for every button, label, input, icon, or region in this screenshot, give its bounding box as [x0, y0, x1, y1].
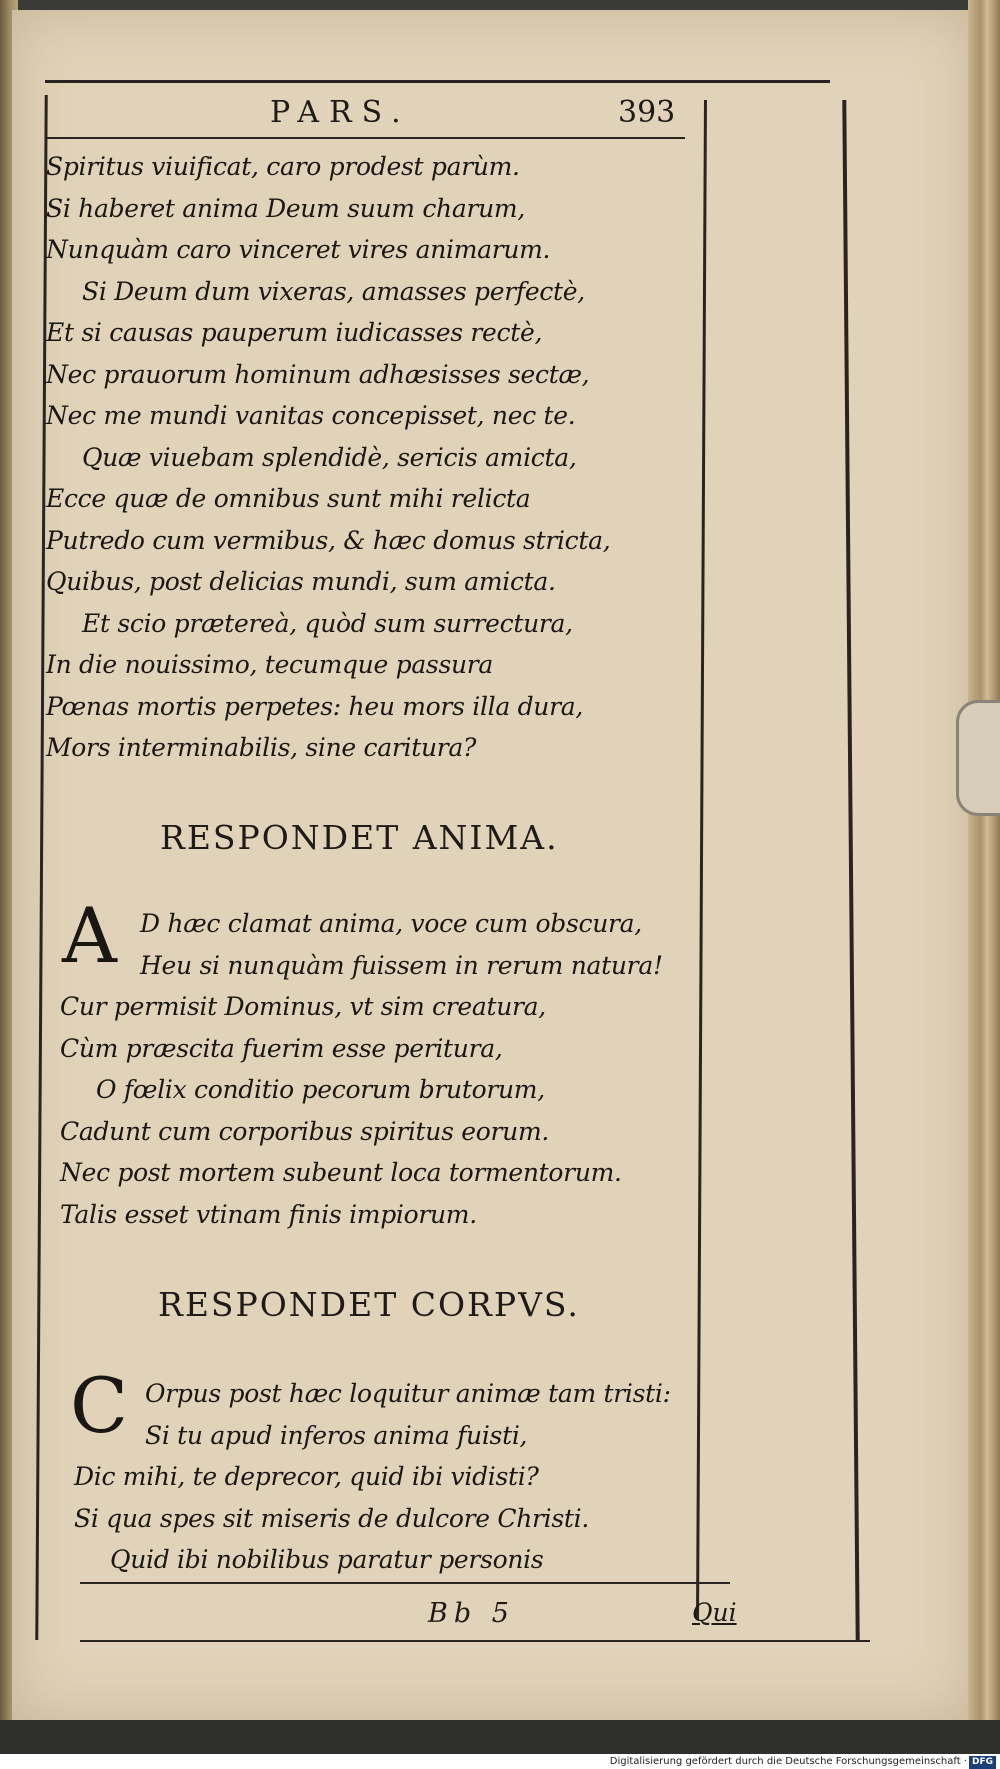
verse-line: Heu si nunquàm fuissem in rerum natura! [140, 950, 663, 980]
verse-line: Putredo cum vermibus, & hæc domus stricta, [46, 525, 611, 555]
verse-line: Et si causas pauperum iudicasses rectè, [46, 318, 543, 347]
verse-line: Cadunt cum corporibus spiritus eorum. [60, 1116, 550, 1146]
section-heading-anima: RESPONDET ANIMA. [160, 818, 559, 857]
verse-line: Pœnas mortis perpetes: heu mors illa dura, [46, 691, 583, 721]
section-heading-corpus: RESPONDET CORPVS. [158, 1285, 580, 1324]
verse-line: Dic mihi, te deprecor, quid ibi vidisti? [74, 1462, 539, 1491]
frame-top-rule [45, 80, 830, 83]
verse-line: Si Deum dum vixeras, amasses perfectè, [82, 276, 585, 306]
verse-line: Si qua spes sit miseris de dulcore Christi. [74, 1503, 589, 1533]
verse-line: Quid ibi nobilibus paratur personis [110, 1545, 544, 1574]
verse-line: Si haberet anima Deum suum charum, [46, 193, 525, 223]
verse-line: Nunquàm caro vinceret vires animarum. [46, 235, 551, 264]
verse-line: Quibus, post delicias mundi, sum amicta. [46, 567, 556, 596]
drop-capital-c: C [70, 1361, 129, 1450]
scan-background-band [0, 1720, 1000, 1754]
running-head: PARS. [270, 95, 411, 130]
page-tab-marker [956, 700, 1000, 816]
verse-line: D hæc clamat anima, voce cum obscura, [140, 909, 642, 938]
verse-block-2-opening [140, 903, 663, 986]
dfg-logo: DFG [969, 1756, 996, 1769]
verse-line: Et scio prætereà, quòd sum surrectura, [82, 608, 573, 638]
verse-line: Nec prauorum hominum adhæsisses sectæ, [46, 359, 590, 389]
drop-capital-a: A [62, 891, 117, 980]
verse-block-2 [60, 986, 622, 1235]
verse-line: Mors interminabilis, sine caritura? [46, 733, 477, 762]
credit-text: Digitalisierung gefördert durch die Deutsche Forschungsgemeinschaft · [609, 1756, 967, 1767]
header-rule [45, 137, 685, 139]
verse-line: Nec post mortem subeunt loca tormentorum. [60, 1158, 622, 1187]
verse-line: Spiritus viuificat, caro prodest parùm. [46, 152, 520, 181]
verse-line: Cùm præscita fuerim esse peritura, [60, 1033, 503, 1063]
digitization-credit [610, 1754, 996, 1769]
verse-line: Cur permisit Dominus, vt sim creatura, [60, 992, 546, 1021]
page-number: 393 [618, 95, 676, 130]
verse-line: Nec me mundi vanitas concepisset, nec te. [46, 401, 576, 430]
verse-line: Orpus post hæc loquitur animæ tam tristi: [145, 1379, 671, 1408]
page-fore-edge [968, 0, 1000, 1740]
verse-line: Ecce quæ de omnibus sunt mihi relicta [46, 484, 531, 513]
frame-bottom-rule [80, 1640, 870, 1642]
footer-rule [80, 1582, 730, 1584]
verse-block-1 [46, 146, 610, 769]
verse-block-3-opening [145, 1373, 671, 1456]
signature-mark: Bb 5 [428, 1598, 515, 1629]
catchword: Qui [692, 1598, 737, 1627]
verse-line: Talis esset vtinam finis impiorum. [60, 1199, 477, 1229]
verse-line: Si tu apud inferos anima fuisti, [145, 1420, 528, 1450]
verse-block-3 [74, 1456, 589, 1581]
verse-line: In die nouissimo, tecumque passura [46, 650, 494, 679]
verse-line: O fœlix conditio pecorum brutorum, [96, 1075, 545, 1104]
verse-line: Quæ viuebam splendidè, sericis amicta, [82, 442, 577, 472]
